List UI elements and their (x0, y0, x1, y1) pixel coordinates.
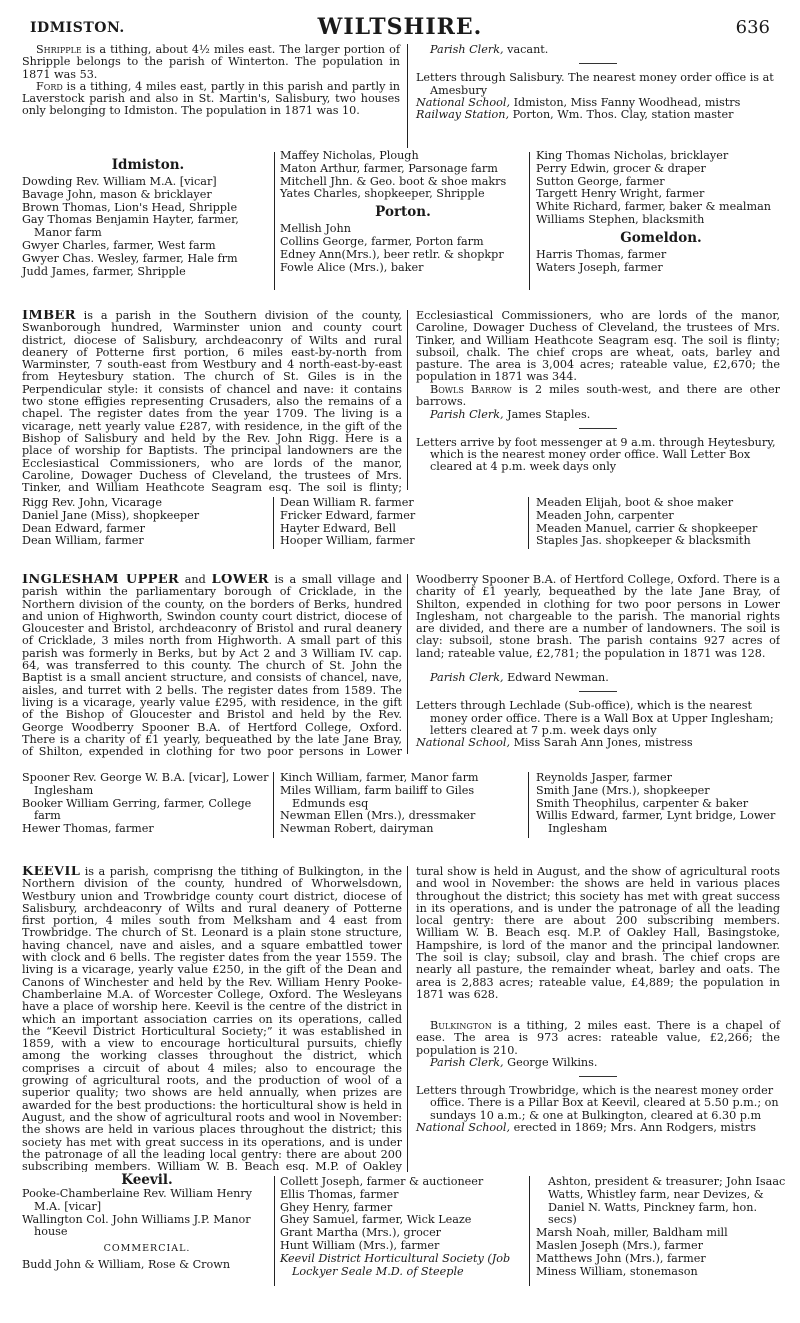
inglesham-directory-col3 (536, 772, 786, 836)
inglesham-description-cont: Woodberry Spooner B.A. of Hertford College, Oxford. There is a charity of £1 yearly, bequeathed by the late Jane Bray, of Shilton, expended in clothing for two poor persons in Lower Inglesham, not chargeable to the parish. The manorial rights are divided, and there are a number of landowners. The soil is clay: subsoil, stone brash. The parish contains 927 acres of land; rateable value, £2,781; the population in 1871 was 128. (416, 574, 780, 660)
list-item: Newman Ellen (Mrs.), dressmaker (280, 809, 476, 823)
keevil-text-left (22, 866, 402, 1172)
column-rule (274, 1176, 275, 1286)
subsection-heading: COMMERCIAL. (103, 1243, 191, 1255)
list-item: Targett Henry Wright, farmer (536, 187, 705, 201)
divider-dash (579, 1076, 617, 1077)
section-heading: Keevil. (121, 1172, 173, 1188)
inglesham-description: is a small village and parish within the parliamentary borough of Cricklade, in the Northern division of the county, on the borders of Berks, hundred and union of Highworth, Swindon county court district, diocese of Gloucester and Bristol, archdeaconry of Bristol and rural deanery of Cricklade, 3 miles north from Highworth. A small part of this parish was formerly in Berks, but by Act 2 and 3 William IV. cap. 64, was transferred to this county. The church of St. John the Baptist is a small ancient structure, and consists of chancel, nave, aisles, and turret with 2 bells. The register dates from 1589. The living is a vicarage, yearly value £295, with residence, in the gift of the Bishop of Gloucester and Bristol and held by the Rev. George Woodberry Spooner B.A. of Hertford College, Oxford. There is a charity of £1 yearly, bequeathed by the late Jane Bray, of Shilton, expended in clothing for two poor persons in Lower (22, 574, 402, 758)
list-item: Smith Jane (Mrs.), shopkeeper (536, 783, 710, 797)
column-rule (529, 1176, 530, 1286)
keevil-description: is a parish, comprisng the tithing of Bulkington, in the Northern division of the county, hundred of Whorwelsdown, Westbury union and Trowbridge county court district, diocese of Salisbury, archdeaconry of Wilts and rural deanery of Potterne first portion, 4 miles south from Melksham and 4 east from Trowbridge. The church of St. Leonard is a plain stone structure, having chancel, nave and aisles, and a square embattled tower with clock and 6 bells. The register dates from the year 1559. The living is a vicarage, yearly value £250, in the gift of the Dean and Canons of Winchester and held by the Rev. William Henry Pooke-Chamberlaine M.A. of Worcester College, Oxford. The Wesleyans have a place of worship here. Keevil is the centre of the district in which an important association carries on its operations, called the “Keevil District Horticultural Society;” it was established in 1859, with a view to encourage horticultural pursuits, chiefly among the working classes throughout the district, which comprises a circuit of about 4 miles; also to encourage the growing of agricultural roots, and the production of wool of a superior quality; two shows are held annually, when prizes are awarded for the best productions: the horticultural show is held in August, and the show of agricultural roots and wool in November: the shows are held in various places throughout the district; this society has met with great success in its operations, and is under the patronage of all the leading local gentry: there are about 200 subscribing members. William W. B. Beach esq. M.P. of Oakley (22, 866, 402, 1172)
list-item: Dowding Rev. William M.A. [vicar] (22, 175, 217, 188)
idmiston-directory-col2 (280, 150, 526, 274)
column-rule (407, 866, 408, 1172)
list-item: Maffey Nicholas, Plough (280, 149, 419, 162)
list-item: Gwyer Charles, farmer, West farm (22, 238, 216, 252)
list-item: Willis Edward, farmer, Lynt bridge, Lower Inglesham (536, 809, 776, 836)
barrow-name: Bowls Barrow (430, 383, 512, 396)
column-rule (273, 772, 274, 838)
divider-dash (579, 691, 617, 692)
inglesham-text-left (22, 574, 402, 758)
section-heading: Idmiston. (111, 157, 185, 173)
list-item: Waters Joseph, farmer (536, 260, 663, 274)
clerk-value: Edward Newman. (507, 671, 609, 684)
imber-text-right (416, 310, 780, 474)
list-item: Collett Joseph, farmer & auctioneer (280, 1175, 484, 1188)
idmiston-directory-col3 (536, 150, 786, 274)
parish-title: KEEVIL (22, 866, 81, 879)
list-item: Hooper William, farmer (280, 534, 415, 548)
school-value: Miss Sarah Ann Jones, mistress (513, 736, 693, 750)
clerk-label: Parish Clerk, (430, 407, 504, 421)
imber-directory-col3 (536, 497, 786, 548)
list-item: Grant Martha (Mrs.), grocer (280, 1226, 442, 1240)
column-rule (529, 152, 530, 290)
school-value: erected in 1869; Mrs. Ann Rodgers, mistrs (513, 1121, 756, 1135)
list-item: Wallington Col. John Williams J.P. Manor house (22, 1212, 251, 1239)
bulkington-name: Bulkington (430, 1019, 492, 1032)
list-item: Meaden Elijah, boot & shoe maker (536, 496, 734, 509)
clerk-value: vacant. (507, 43, 549, 56)
clerk-label: Parish Clerk, (430, 43, 504, 56)
list-item: Hewer Thomas, farmer (22, 822, 154, 836)
parish-title-2: LOWER (211, 574, 269, 587)
clerk-label: Parish Clerk, (430, 1055, 504, 1069)
barrow-text: is 2 miles south-west, and there are other barrows. (416, 383, 780, 409)
column-rule (273, 497, 274, 549)
keevil-text-right (416, 866, 780, 1134)
list-item: Miness William, stonemason (536, 1264, 698, 1278)
letters-info: Letters through Lechlade (Sub-office), which is the nearest money order office. There is a Wall Box at Upper Inglesham; letters cleared at 7 p.m. week days only (416, 699, 774, 737)
letters-info: Letters through Salisbury. The nearest money order office is at Amesbury (416, 71, 774, 97)
list-item: Booker William Gerring, farmer, College farm (22, 796, 252, 823)
list-item: Williams Stephen, blacksmith (536, 212, 705, 226)
divider-dash (579, 428, 617, 429)
page-number: 636 (735, 17, 770, 38)
list-item: Bavage John, mason & bricklayer (22, 187, 212, 201)
idmiston-right-column (416, 44, 780, 121)
shripple-text: is a tithing, about 4½ miles east. The larger portion of Shripple belongs to the parish of Winterton. The population in 1871 was 53. (22, 43, 401, 81)
list-item: Brown Thomas, Lion's Head, Shripple (22, 200, 238, 214)
list-item: Ghey Samuel, farmer, Wick Leaze (280, 1213, 472, 1227)
list-item: Dean William, farmer (22, 534, 144, 548)
list-item: Harris Thomas, farmer (536, 247, 667, 261)
bulkington-text: is a tithing, 2 miles east. There is a chapel of ease. The area is 973 acres: rateable value, £2,266; the population is 210. (416, 1019, 780, 1057)
list-item: Maslen Joseph (Mrs.), farmer (536, 1238, 704, 1252)
list-item: Dean William R. farmer (280, 496, 414, 509)
parish-title: IMBER (22, 310, 76, 323)
list-item: Pooke-Chamberlaine Rev. William Henry M.A. [vicar] (22, 1187, 252, 1213)
inglesham-directory-col1 (22, 772, 272, 836)
list-item: Collins George, farmer, Porton farm (280, 234, 484, 248)
imber-directory-col2 (280, 497, 526, 548)
column-rule (407, 310, 408, 490)
list-item: Yates Charles, shopkeeper, Shripple (280, 187, 485, 201)
shripple-name: Shripple (36, 43, 82, 56)
railway-label: Railway Station, (416, 108, 510, 122)
imber-description: is a parish in the Southern division of the county, Swanborough hundred, Warminster union and county court district, diocese of Salisbury, archdeaconry of Wilts and rural deanery of Potterne first portion, 6 miles east-by-north from Warminster, 7 south-east from Westbury and 4 north-east-by-east from Heytesbury station. The church of St. Giles is in the Perpendicular style: it consists of chancel and nave: it contains two stone effigies representing Crusaders, also the remains of a chapel. The register dates from the year 1709. The living is a vicarage, nett yearly value £287, with residence, in the gift of the Bishop of Salisbury and held by the Rev. John Rigg. Here is a place of worship for Baptists. The principal landowners are the Ecclesiastical Commissioners, who are lords of the manor, Caroline, Dowager Duchess of Cleveland, the trustees of Mrs. Tinker, and William Heathcote Seagram esq. The soil is flinty; (22, 310, 402, 494)
list-item: Ellis Thomas, farmer (280, 1187, 399, 1201)
list-item: Staples Jas. shopkeeper & blacksmith (536, 534, 751, 548)
list-item: Mellish John (280, 222, 351, 236)
list-item: Newman Robert, dairyman (280, 822, 434, 836)
ford-name: Ford (36, 79, 63, 93)
list-item: Fowle Alice (Mrs.), baker (280, 260, 424, 274)
list-item: Hayter Edward, Bell (280, 521, 396, 535)
letters-info: Letters arrive by foot messenger at 9 a.m. through Heytesbury, which is the nearest money order office. Wall Letter Box cleared at 4 p.m. week days only (416, 435, 776, 474)
railway-value: Porton, Wm. Thos. Clay, station master (512, 108, 734, 122)
inglesham-directory-col2 (280, 772, 526, 836)
running-head-left: IDMISTON. (30, 20, 125, 36)
list-item: Smith Theophilus, carpenter & baker (536, 796, 749, 810)
list-item: Hunt William (Mrs.), farmer (280, 1238, 440, 1252)
clerk-label: Parish Clerk, (430, 671, 504, 684)
list-item: Daniel Jane (Miss), shopkeeper (22, 508, 200, 522)
school-label: National School, (416, 95, 511, 109)
list-item: Rigg Rev. John, Vicarage (22, 496, 162, 509)
list-item: Fricker Edward, farmer (280, 508, 416, 522)
list-item: Kinch William, farmer, Manor farm (280, 771, 479, 784)
idmiston-left-column (22, 44, 400, 118)
list-item: Judd James, farmer, Shripple (22, 264, 186, 278)
parish-title-and: and (184, 574, 206, 586)
parish-title: INGLESHAM UPPER (22, 574, 180, 587)
column-rule (407, 574, 408, 754)
school-label: National School, (416, 736, 511, 750)
list-item: Keevil District Horticultural Society (Job Lockyer Seale M.D. of Steeple (280, 1251, 511, 1278)
list-item: White Richard, farmer, baker & mealman (536, 200, 771, 214)
column-rule (274, 152, 275, 290)
keevil-description-cont: tural show is held in August, and the show of agricultural roots and wool in November: the shows are held in various places throughout the district; this society has met with great success in its operations, and is under the patronage of all the leading local gentry: there are about 200 subscribing members. William W. B. Beach esq. M.P. of Oakley Hall, Basingstoke, Hampshire, is lord of the manor and the principal landowner. The soil is clay; subsoil, clay and brash. The chief crops are nearly all pasture, the remainder wheat, barley and oats. The area is 2,883 acres; rateable value, £4,889; the population in 1871 was 628. (416, 866, 780, 1001)
keevil-directory-col1 (22, 1172, 272, 1272)
list-item: Spooner Rev. George W. B.A. [vicar], Lower Inglesham (22, 771, 269, 797)
imber-text-left (22, 310, 402, 494)
section-heading: Gomeldon. (620, 229, 702, 246)
list-item: Sutton George, farmer (536, 174, 665, 188)
list-item: Maton Arthur, farmer, Parsonage farm (280, 161, 498, 175)
clerk-value: James Staples. (507, 407, 591, 421)
list-item: Edney Ann(Mrs.), beer retlr. & shopkpr (280, 247, 504, 261)
list-item: Budd John & William, Rose & Crown (22, 1258, 231, 1272)
list-item: Matthews John (Mrs.), farmer (536, 1251, 706, 1265)
keevil-directory-col3 (536, 1176, 786, 1278)
list-item: King Thomas Nicholas, bricklayer (536, 149, 729, 162)
inglesham-text-right (416, 574, 780, 749)
section-heading: Porton. (375, 204, 431, 221)
clerk-value: George Wilkins. (507, 1055, 598, 1069)
idmiston-directory-col1 (22, 154, 274, 278)
list-item: Mitchell Jhn. & Geo. boot & shoe makrs (280, 174, 507, 188)
column-rule (528, 772, 529, 838)
imber-description-cont: Ecclesiastical Commissioners, who are lords of the manor, Caroline, Dowager Duchess of Cleveland, the trustees of Mrs. Tinker, and William Heathcote Seagram esq. The soil is flinty; subsoil, chalk. The chief crops are wheat, oats, barley and pasture. The area is 3,004 acres; rateable value, £2,670; the population in 1871 was 344. (416, 310, 780, 384)
column-rule (528, 497, 529, 549)
list-item: Meaden John, carpenter (536, 508, 674, 522)
list-item: Dean Edward, farmer (22, 521, 145, 535)
list-item: Gwyer Chas. Wesley, farmer, Hale frm (22, 251, 238, 265)
list-item: Miles William, farm bailiff to Giles Edmunds esq (280, 783, 475, 810)
letters-info: Letters through Trowbridge, which is the nearest money order office. There is a Pillar Box at Keevil, cleared at 5.50 p.m.; on sundays 10 a.m.; & one at Bulkington, cleared at 6.30 p.m (416, 1084, 779, 1122)
keevil-directory-col2 (280, 1176, 526, 1278)
list-item: Gay Thomas Benjamin Hayter, farmer, Manor farm (22, 213, 239, 240)
list-item: Ashton, president & treasurer; John Isaac Watts, Whistley farm, near Devizes, & Daniel N. Watts, Pinckney farm, hon. secs) (548, 1175, 786, 1227)
page-header (24, 14, 776, 42)
column-rule (407, 44, 408, 148)
list-item: Ghey Henry, farmer (280, 1200, 393, 1214)
list-item: Reynolds Jasper, farmer (536, 771, 672, 784)
list-item: Meaden Manuel, carrier & shopkeeper (536, 521, 758, 535)
ford-text: is a tithing, 4 miles east, partly in this parish and partly in Laverstock parish and also in St. Martin's, Salisbury, two houses only belonging to Idmiston. The population in 1871 was 10. (22, 79, 400, 118)
imber-directory-col1 (22, 497, 272, 548)
running-head-county: WILTSHIRE. (317, 14, 483, 40)
school-label: National School, (416, 1121, 511, 1135)
school-value: Idmiston, Miss Fanny Woodhead, mistrs (513, 95, 741, 109)
list-item: Marsh Noah, miller, Baldham mill (536, 1226, 728, 1240)
divider-dash (579, 63, 617, 64)
list-item: Perry Edwin, grocer & draper (536, 161, 706, 175)
